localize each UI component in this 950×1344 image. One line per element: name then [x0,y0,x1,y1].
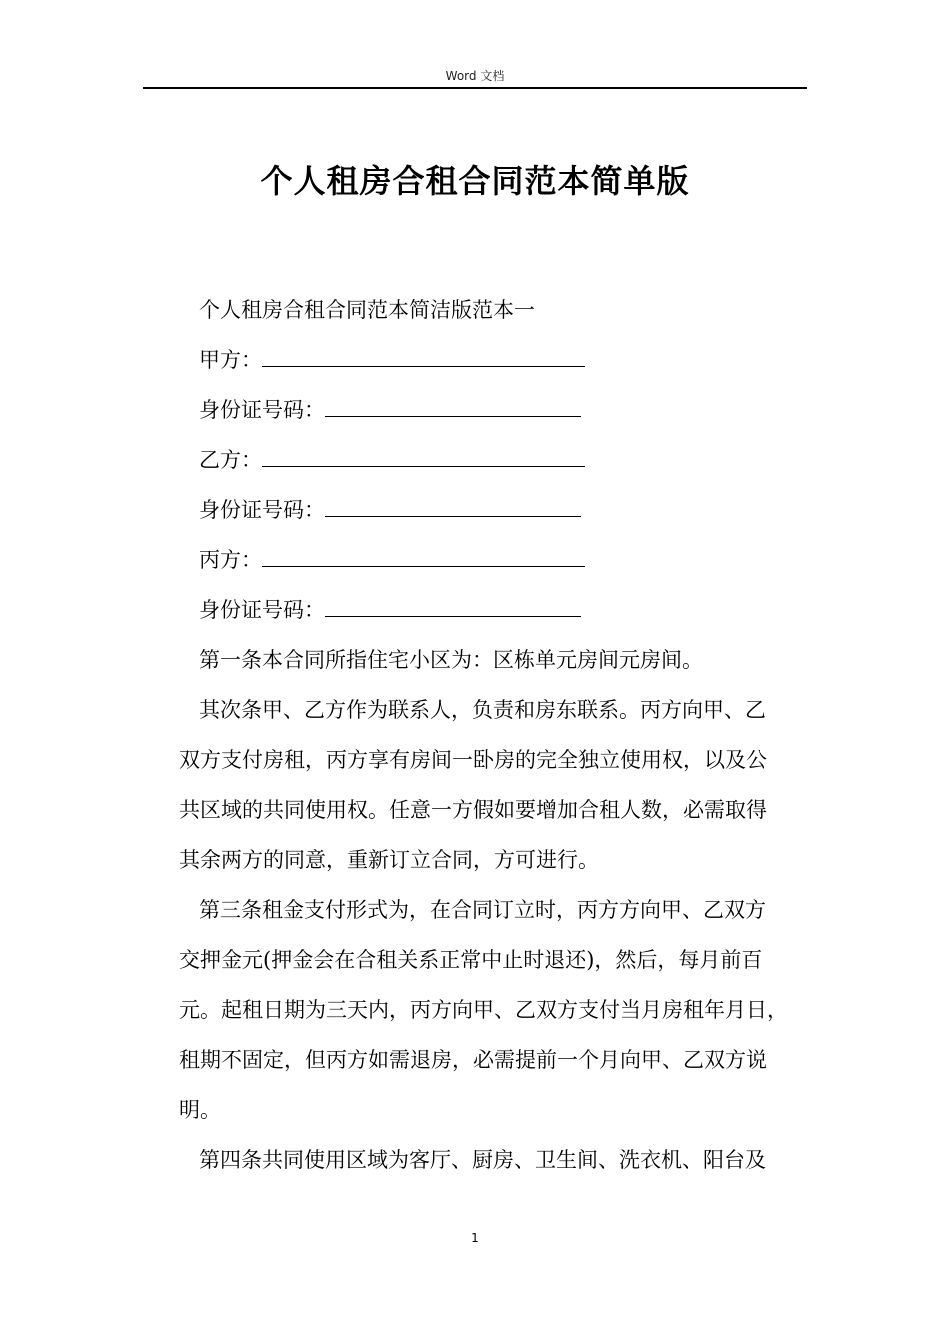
fill-in-blank[interactable] [262,446,585,467]
body-line: 交押金元(押金会在合租关系正常中止时退还)，然后，每月前百 [179,948,763,972]
body-line: 第一条本合同所指住宅小区为：区栋单元房间元房间。 [199,648,703,672]
fill-in-blank[interactable] [262,346,585,367]
field-label: 身份证号码： [199,498,325,522]
body-line: 双方支付房租，丙方享有房间一卧房的完全独立使用权，以及公 [179,748,767,772]
body-line: 第三条租金支付形式为，在合同订立时，丙方方向甲、乙双方 [199,898,766,922]
field-party-b-id [199,496,581,524]
fill-in-blank[interactable] [325,496,581,517]
field-party-a-id [199,396,581,424]
fill-in-blank[interactable] [325,396,581,417]
field-label: 身份证号码： [199,598,325,622]
header-divider [143,87,807,89]
fill-in-blank[interactable] [262,546,585,567]
body-line: 第四条共同使用区域为客厅、厨房、卫生间、洗衣机、阳台及 [199,1148,766,1172]
field-label: 甲方： [199,348,262,372]
field-label: 身份证号码： [199,398,325,422]
field-party-a [199,346,585,374]
body-line: 其次条甲、乙方作为联系人，负责和房东联系。丙方向甲、乙 [199,698,766,722]
field-label: 丙方： [199,548,262,572]
body-line: 共区域的共同使用权。任意一方假如要增加合租人数，必需取得 [179,798,767,822]
document-title: 个人租房合租合同范本简单版 [260,162,690,200]
body-line: 租期不固定，但丙方如需退房，必需提前一个月向甲、乙双方说 [179,1048,767,1072]
field-party-c [199,546,585,574]
page-number: 1 [471,1231,479,1245]
subtitle: 个人租房合租合同范本简洁版范本一 [199,298,535,322]
body-line: 其余两方的同意，重新订立合同，方可进行。 [179,848,599,872]
field-party-b [199,446,585,474]
fill-in-blank[interactable] [325,596,581,617]
field-label: 乙方： [199,448,262,472]
body-line: 元。起租日期为三天内，丙方向甲、乙双方支付当月房租年月日， [179,998,788,1022]
page-header: Word 文档 [445,69,505,83]
field-party-c-id [199,596,581,624]
body-line: 明。 [179,1098,221,1122]
